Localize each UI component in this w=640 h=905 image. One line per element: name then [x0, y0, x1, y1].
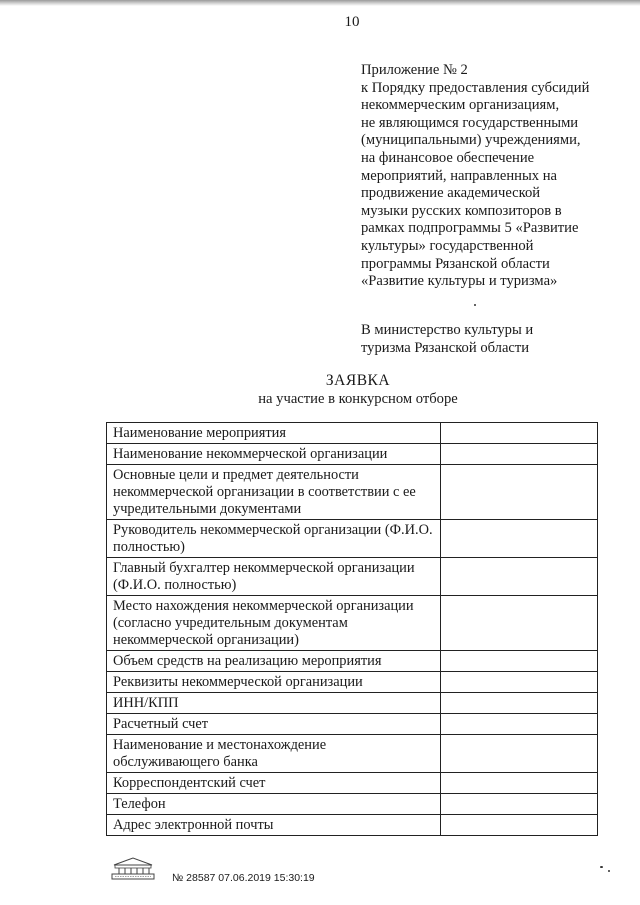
row-value-cell[interactable]	[440, 520, 597, 558]
row-value-cell[interactable]	[440, 672, 597, 693]
row-value-cell[interactable]	[440, 558, 597, 596]
row-label: ИНН/КПП	[107, 693, 441, 714]
row-value-cell[interactable]	[440, 735, 597, 773]
appendix-line: к Порядку предоставления субсидий	[361, 79, 590, 96]
row-label: Корреспондентский счет	[107, 773, 441, 794]
appendix-line: на финансовое обеспечение	[361, 149, 535, 166]
page-number: 10	[344, 14, 360, 30]
table-row	[107, 520, 598, 558]
row-label: Объем средств на реализацию мероприятия	[107, 651, 441, 672]
table-row	[107, 651, 598, 672]
table-row	[107, 558, 598, 596]
appendix-header	[361, 62, 631, 291]
row-label: Руководитель некоммерческой организации (Ф.И.О. полностью)	[107, 520, 441, 558]
scan-edge	[0, 0, 640, 6]
row-value-cell[interactable]	[440, 423, 597, 444]
building-seal-icon-graphic	[110, 856, 156, 880]
appendix-line: программы Рязанской области	[361, 255, 550, 272]
appendix-line: (муниципальными) учреждениями,	[361, 132, 581, 149]
appendix-line: культуры» государственной	[361, 237, 534, 254]
row-value-cell[interactable]	[440, 773, 597, 794]
scan-speck	[474, 304, 476, 306]
addressee-line: туризма Рязанской области	[361, 339, 530, 356]
row-label: Расчетный счет	[107, 714, 441, 735]
row-label: Место нахождения некоммерческой организации (согласно учредительным документам некоммерческой организации)	[107, 596, 441, 651]
table-row	[107, 815, 598, 836]
row-value-cell[interactable]	[440, 714, 597, 735]
scan-speck	[608, 870, 610, 872]
appendix-line: рамках подпрограммы 5 «Развитие	[361, 220, 579, 237]
form-title: ЗАЯВКА	[325, 372, 391, 389]
table-row	[107, 773, 598, 794]
form-subtitle: на участие в конкурсном отборе	[258, 391, 458, 407]
row-label: Адрес электронной почты	[107, 815, 441, 836]
row-value-cell[interactable]	[440, 596, 597, 651]
appendix-line: Приложение № 2	[361, 62, 468, 78]
appendix-line: музыки русских композиторов в	[361, 202, 562, 219]
row-label: Главный бухгалтер некоммерческой организации (Ф.И.О. полностью)	[107, 558, 441, 596]
table-row	[107, 735, 598, 773]
scan-speck	[600, 866, 603, 868]
row-label: Телефон	[107, 794, 441, 815]
table-row	[107, 672, 598, 693]
row-value-cell[interactable]	[440, 444, 597, 465]
row-label: Наименование и местонахождение обслуживающего банка	[107, 735, 441, 773]
addressee-line: В министерство культуры и	[361, 322, 534, 338]
building-seal-icon	[110, 856, 156, 880]
appendix-line: «Развитие культуры и туризма»	[361, 273, 558, 290]
appendix-line: некоммерческим организациям,	[361, 97, 560, 114]
row-value-cell[interactable]	[440, 693, 597, 714]
addressee-block	[361, 322, 631, 357]
table-row	[107, 794, 598, 815]
table-row	[107, 714, 598, 735]
appendix-line: мероприятий, направленных на	[361, 167, 558, 184]
row-value-cell[interactable]	[440, 651, 597, 672]
table-row	[107, 423, 598, 444]
table-row	[107, 444, 598, 465]
table-row	[107, 596, 598, 651]
row-value-cell[interactable]	[440, 815, 597, 836]
appendix-line: не являющимся государственными	[361, 114, 579, 131]
row-value-cell[interactable]	[440, 465, 597, 520]
row-value-cell[interactable]	[440, 794, 597, 815]
appendix-line: продвижение академической	[361, 185, 541, 202]
registration-stamp: № 28587 07.06.2019 15:30:19	[172, 872, 315, 884]
row-label: Основные цели и предмет деятельности некоммерческой организации в соответствии с ее учредительными документами	[107, 465, 441, 520]
row-label: Наименование мероприятия	[107, 423, 441, 444]
table-row	[107, 465, 598, 520]
application-table	[106, 422, 598, 836]
row-label: Наименование некоммерческой организации	[107, 444, 441, 465]
table-row	[107, 693, 598, 714]
row-label: Реквизиты некоммерческой организации	[107, 672, 441, 693]
